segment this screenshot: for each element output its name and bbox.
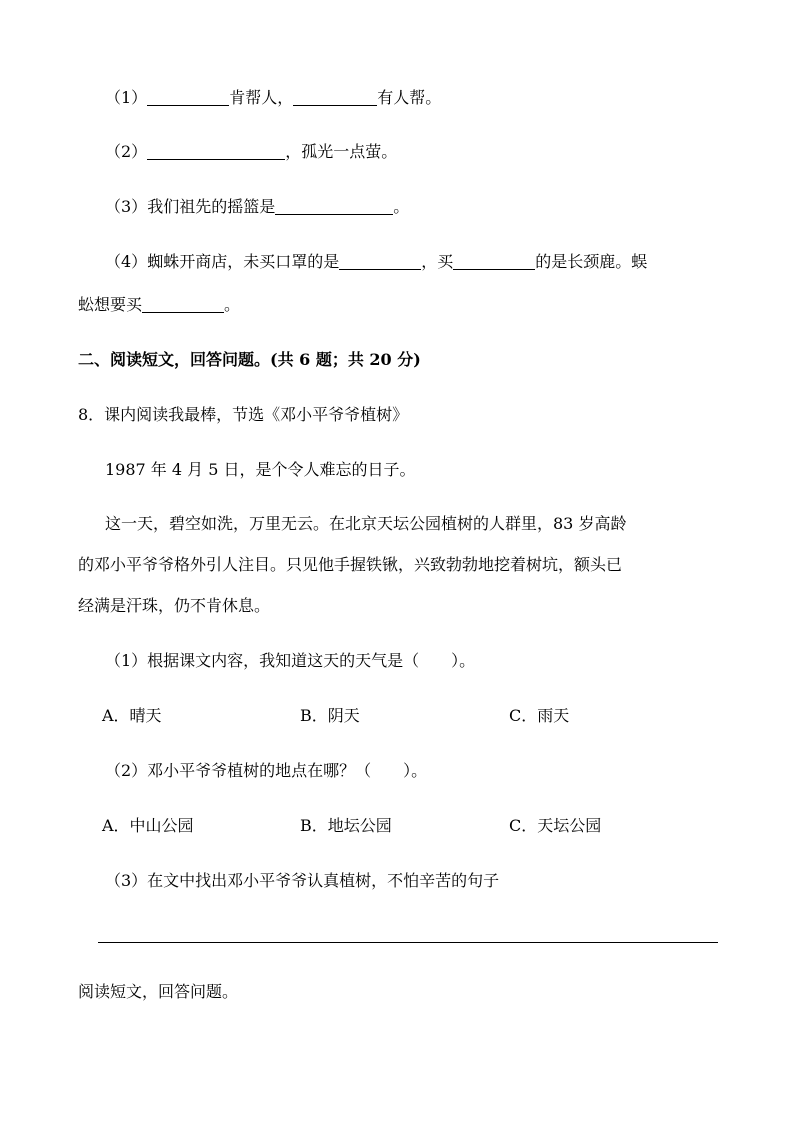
passage-line: 的邓小平爷爷格外引人注目。只见他手握铁锹，兴致勃勃地挖着树坑，额头已: [78, 555, 623, 574]
answer-line[interactable]: [98, 942, 718, 943]
item-text: 。: [393, 197, 410, 216]
fill-item-1: [105, 86, 441, 110]
option-b[interactable]: B．地坛公园: [300, 816, 392, 835]
item-text: 我们祖先的摇篮是: [147, 197, 276, 216]
question-8-title: 8．课内阅读我最棒，节选《邓小平爷爷植树》: [78, 405, 409, 424]
option-c[interactable]: C．天坛公园: [509, 816, 602, 835]
item-number: （1）: [105, 88, 148, 107]
next-question-instruction: 阅读短文，回答问题。: [78, 982, 239, 1001]
passage-line: 经满是汗珠，仍不肯休息。: [78, 596, 271, 615]
option-a[interactable]: A．晴天: [102, 706, 162, 725]
sub-question-2: （2）邓小平爷爷植树的地点在哪？（ ）。: [105, 761, 428, 780]
item-text: 。: [224, 295, 241, 314]
option-c[interactable]: C．雨天: [509, 706, 570, 725]
answer-blank[interactable]: [339, 251, 421, 270]
sub-question-3: （3）在文中找出邓小平爷爷认真植树，不怕辛苦的句子: [105, 871, 500, 890]
answer-blank[interactable]: [453, 251, 535, 270]
item-text: 蜘蛛开商店，未买口罩的是: [147, 252, 340, 271]
answer-blank[interactable]: [147, 87, 229, 106]
passage-line: 这一天，碧空如洗，万里无云。在北京天坛公园植树的人群里，83 岁高龄: [105, 514, 627, 533]
fill-item-3: [105, 195, 409, 219]
item-number: （2）: [105, 142, 148, 161]
section-heading: 二、阅读短文，回答问题。(共 6 题；共 20 分): [78, 350, 421, 369]
answer-blank[interactable]: [142, 294, 224, 313]
item-text: ，孤光一点萤。: [285, 142, 398, 161]
passage-line: 1987 年 4 月 5 日，是个令人难忘的日子。: [105, 460, 416, 479]
fill-item-4: [105, 250, 647, 274]
item-text: 蚣想要买: [78, 295, 143, 314]
answer-blank[interactable]: [293, 87, 377, 106]
item-text: 肯帮人，: [229, 88, 294, 107]
fill-item-2: [105, 140, 397, 164]
option-a[interactable]: A．中山公园: [102, 816, 194, 835]
item-text: ，买: [421, 252, 454, 271]
fill-item-4-continued: [78, 293, 240, 317]
answer-blank[interactable]: [147, 141, 285, 160]
item-text: 的是长颈鹿。蜈: [535, 252, 648, 271]
item-number: （4）: [105, 252, 148, 271]
answer-blank[interactable]: [275, 196, 393, 215]
item-number: （3）: [105, 197, 148, 216]
sub-question-1: （1）根据课文内容，我知道这天的天气是（ ）。: [105, 651, 476, 670]
item-text: 有人帮。: [377, 88, 442, 107]
option-b[interactable]: B．阴天: [300, 706, 360, 725]
